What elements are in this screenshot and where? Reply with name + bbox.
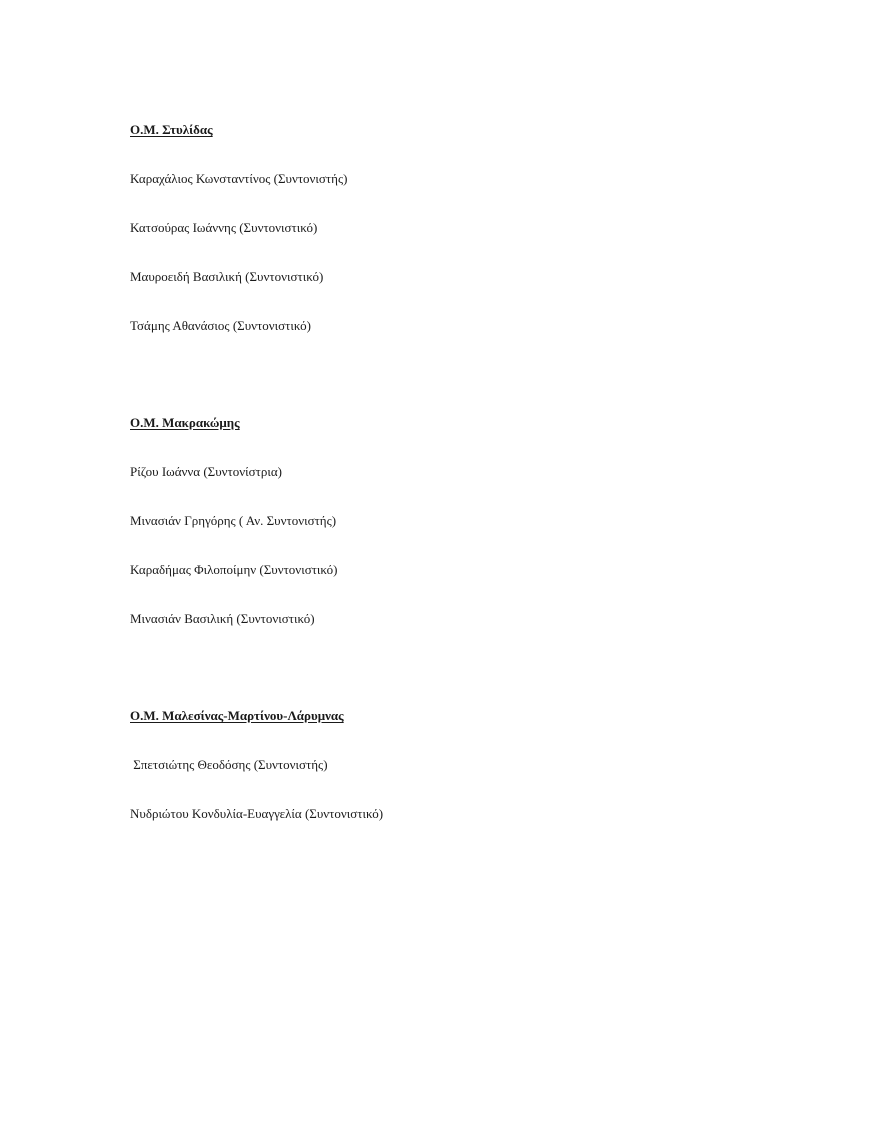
list-item: Μινασιάν Γρηγόρης ( Αν. Συντονιστής) [130,513,337,528]
list-item: Τσάμης Αθανάσιος (Συντονιστικό) [130,318,311,333]
list-item: Καραχάλιος Κωνσταντίνος (Συντονιστής) [130,171,348,186]
list-item: Σπετσιώτης Θεοδόσης (Συντονιστής) [130,757,328,772]
section-makrakomi [130,415,830,627]
list-item: Κατσούρας Ιωάννης (Συντονιστικό) [130,220,318,235]
member-list [130,171,830,334]
member-list [130,757,830,822]
section-malesina [130,708,830,822]
list-item: Μινασιάν Βασιλική (Συντονιστικό) [130,611,315,626]
section-heading: Ο.Μ. Στυλίδας [130,122,213,137]
section-heading: Ο.Μ. Μαλεσίνας-Μαρτίνου-Λάρυμνας [130,708,344,723]
list-item: Νυδριώτου Κονδυλία-Ευαγγελία (Συντονιστικό) [130,806,384,821]
list-item: Καραδήμας Φιλοποίμην (Συντονιστικό) [130,562,338,577]
section-stylida [130,122,830,334]
list-item: Μαυροειδή Βασιλική (Συντονιστικό) [130,269,324,284]
member-list [130,464,830,627]
section-heading: Ο.Μ. Μακρακώμης [130,415,240,430]
list-item: Ρίζου Ιωάννα (Συντονίστρια) [130,464,282,479]
